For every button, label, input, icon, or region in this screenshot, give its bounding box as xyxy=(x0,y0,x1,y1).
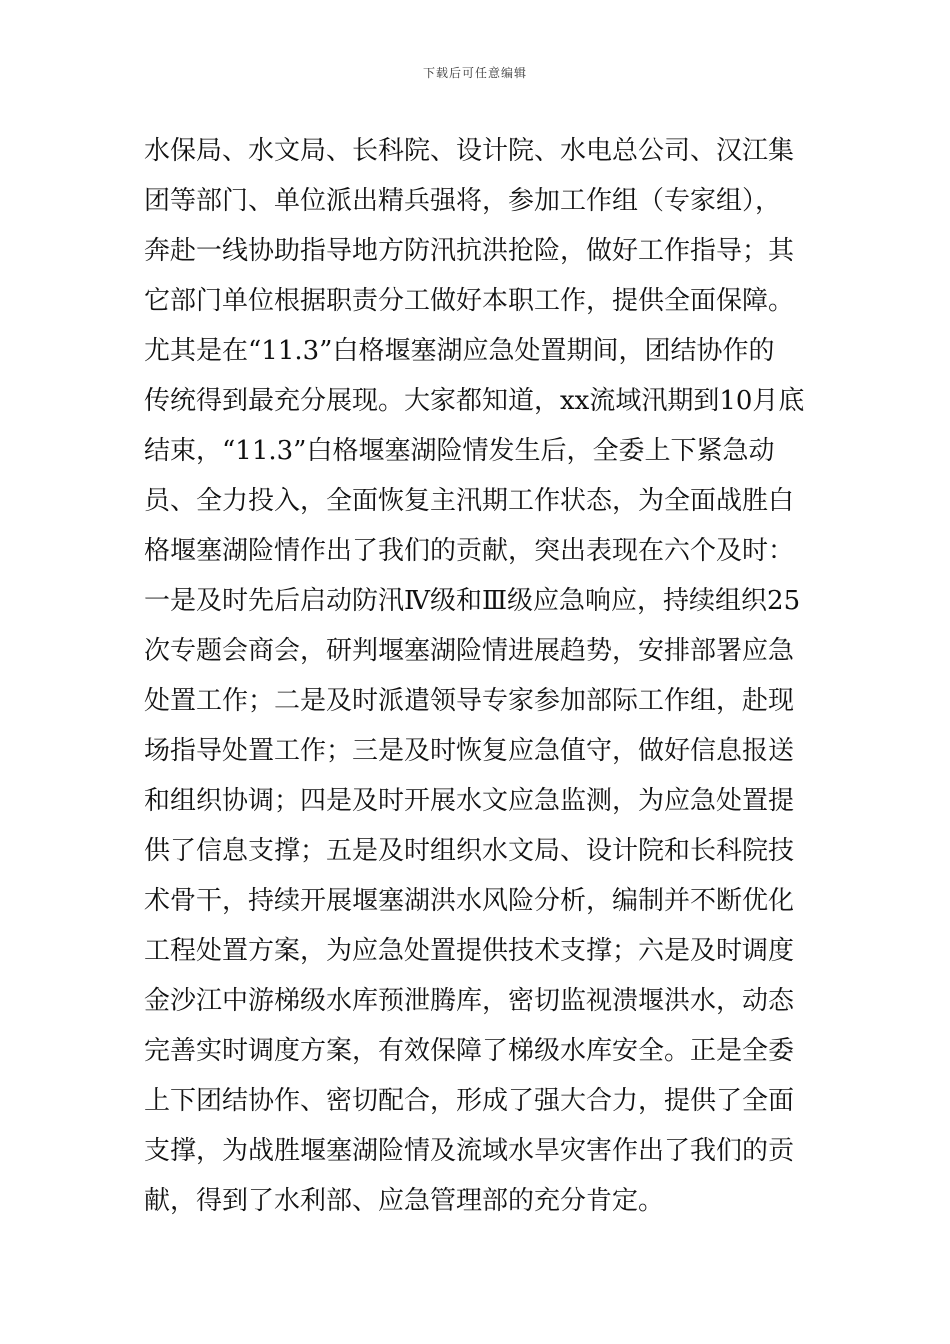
body-line: 格堰塞湖险情作出了我们的贡献，突出表现在六个及时： xyxy=(144,536,795,566)
body-line: 支撑，为战胜堰塞湖险情及流域水旱灾害作出了我们的贡 xyxy=(144,1136,795,1166)
document-body xyxy=(144,126,814,1226)
body-line: 尤其是在“11.3”白格堰塞湖应急处置期间，团结协作的 xyxy=(144,336,775,366)
body-line: 传统得到最充分展现。大家都知道，xx流域汛期到10月底 xyxy=(144,386,805,416)
body-line: 术骨干，持续开展堰塞湖洪水风险分析，编制并不断优化 xyxy=(144,886,795,916)
body-line: 处置工作；二是及时派遣领导专家参加部际工作组，赴现 xyxy=(144,686,795,716)
body-line: 和组织协调；四是及时开展水文应急监测，为应急处置提 xyxy=(144,786,795,816)
body-line: 上下团结协作、密切配合，形成了强大合力，提供了全面 xyxy=(144,1086,795,1116)
body-line: 完善实时调度方案，有效保障了梯级水库安全。正是全委 xyxy=(144,1036,795,1066)
body-line: 结束，“11.3”白格堰塞湖险情发生后，全委上下紧急动 xyxy=(144,436,775,466)
body-line: 供了信息支撑；五是及时组织水文局、设计院和长科院技 xyxy=(144,836,795,866)
body-line: 献，得到了水利部、应急管理部的充分肯定。 xyxy=(144,1186,665,1216)
body-line: 团等部门、单位派出精兵强将，参加工作组（专家组）， xyxy=(144,186,782,216)
body-line: 奔赴一线协助指导地方防汛抗洪抢险，做好工作指导；其 xyxy=(144,236,795,266)
body-line: 它部门单位根据职责分工做好本职工作，提供全面保障。 xyxy=(144,286,795,316)
body-line: 金沙江中游梯级水库预泄腾库，密切监视溃堰洪水，动态 xyxy=(144,986,795,1016)
body-line: 水保局、水文局、长科院、设计院、水电总公司、汉江集 xyxy=(144,136,795,166)
body-line: 一是及时先后启动防汛Ⅳ级和Ⅲ级应急响应，持续组织25 xyxy=(144,586,801,616)
body-line: 工程处置方案，为应急处置提供技术支撑；六是及时调度 xyxy=(144,936,795,966)
body-line: 次专题会商会，研判堰塞湖险情进展趋势，安排部署应急 xyxy=(144,636,795,666)
page-header: 下载后可任意编辑 xyxy=(422,66,527,80)
body-line: 场指导处置工作；三是及时恢复应急值守，做好信息报送 xyxy=(144,736,795,766)
body-line: 员、全力投入，全面恢复主汛期工作状态，为全面战胜白 xyxy=(144,486,795,516)
